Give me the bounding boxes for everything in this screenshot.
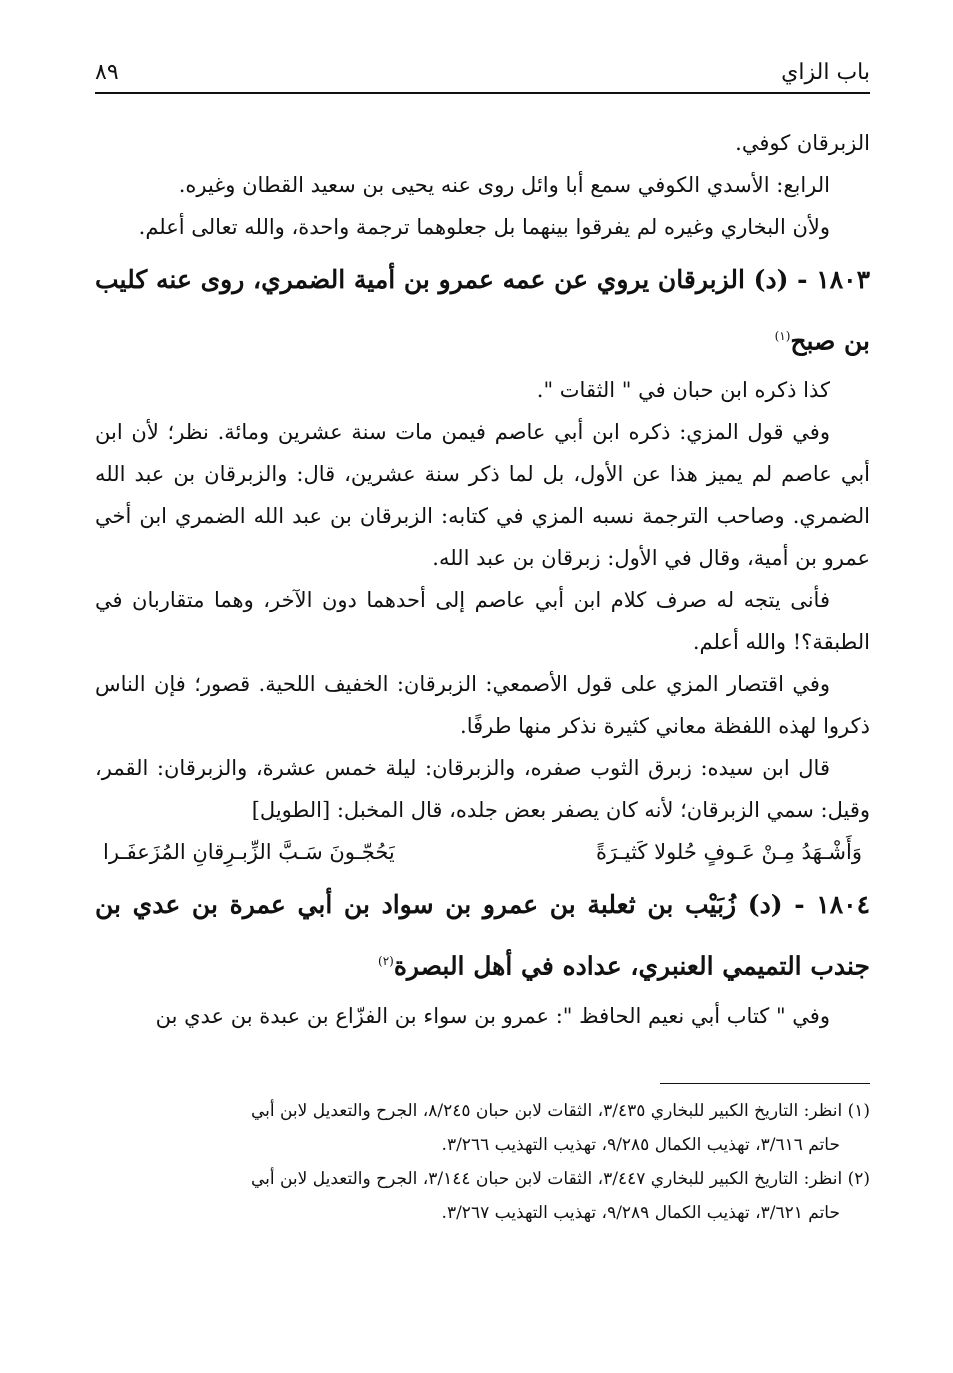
page-header <box>95 52 870 94</box>
paragraph: ولأن البخاري وغيره لم يفرقوا بينهما بل جعلوهما ترجمة واحدة، والله تعالى أعلم. <box>138 215 830 239</box>
paragraph: الرابع: الأسدي الكوفي سمع أبا وائل روى عنه يحيى بن سعيد القطان وغيره. <box>178 173 830 197</box>
verse-second-hemistich: يَحُجّـونَ سَـبَّ الزِّبـرِقانِ المُزَعفَـرا <box>103 840 395 865</box>
page-number: ٨٩ <box>95 60 119 85</box>
footnote-ref: (٢) <box>378 954 394 969</box>
footnotes <box>95 1094 870 1230</box>
paragraph: فأنى يتجه له صرف كلام ابن أبي عاصم إلى أحدهما دون الآخر، وهما متقاربان في الطبقة؟! والله أعلم. <box>95 588 870 655</box>
footnote-text: انظر: التاريخ الكبير للبخاري ٣/٤٣٥، الثقات لابن حبان ٨/٢٤٥، الجرح والتعديل لابن أبي <box>250 1100 843 1121</box>
entry-text: ١٨٠٣ - (د) الزبرقان يروي عن عمه عمرو بن أمية الضمري، روى عنه كليب بن صبح <box>95 265 870 356</box>
entry-heading-1803 <box>95 252 870 369</box>
chapter-title: باب الزاي <box>781 60 870 85</box>
footnote-ref: (١) <box>774 329 791 343</box>
paragraph: كذا ذكره ابن حبان في " الثقات ". <box>536 378 830 403</box>
paragraph: الزبرقان كوفي. <box>735 131 870 155</box>
footnote <box>95 1094 870 1128</box>
paragraph: قال ابن سيده: زبرق الثوب صفره، والزبرقان: ليلة خمس عشرة، والزبرقان: القمر، وقيل: سمي الزبرقان؛ لأنه كان يصفر بعض جلده، قال المخبل: [الطويل] <box>95 756 870 823</box>
page-body <box>95 94 870 1230</box>
footnote-marker: (١) <box>847 1100 870 1121</box>
footnote-continuation: حاتم ٣/٦٢١، تهذيب الكمال ٩/٢٨٩، تهذيب التهذيب ٣/٢٦٧. <box>441 1202 840 1223</box>
entry-text: ١٨٠٤ - (د) زُبَيْب بن ثعلبة بن عمرو بن سواد بن أبي عمرة بن عدي بن جندب التميمي العنبري، عداده في أهل البصرة <box>95 890 870 981</box>
paragraph: وفي قول المزي: ذكره ابن أبي عاصم فيمن مات سنة عشرين ومائة. نظر؛ لأن ابن أبي عاصم لم يميز هذا عن الأول، بل لما ذكر سنة عشرين، قال: والزبرقان بن عبد الله الضمري. وصاحب الترجمة نسبه المزي في كتابه: الزبرقان بن عبد الله الضمري ابن أخي عمرو بن أمية، وقال في الأول: زبرقان بن عبد الله. <box>95 420 870 571</box>
footnote-divider <box>660 1083 870 1084</box>
footnote-continuation: حاتم ٣/٦١٦، تهذيب الكمال ٩/٢٨٥، تهذيب التهذيب ٣/٢٦٦. <box>441 1134 840 1155</box>
footnote <box>95 1162 870 1196</box>
footnote-marker: (٢) <box>847 1168 870 1189</box>
entry-heading-1804 <box>95 877 870 994</box>
verse-first-hemistich: وَأَشْـهَدُ مِـنْ عَـوفٍ حُلولا كَثيـرَةً <box>596 840 862 865</box>
book-page <box>95 52 870 1352</box>
paragraph: وفي " كتاب أبي نعيم الحافظ ": عمرو بن سواء بن الفزّاع بن عبدة بن عدي بن <box>155 1003 830 1028</box>
poetry-verse <box>95 831 870 873</box>
footnote-text: انظر: التاريخ الكبير للبخاري ٣/٤٤٧، الثقات لابن حبان ٣/١٤٤، الجرح والتعديل لابن أبي <box>250 1168 843 1189</box>
paragraph: وفي اقتصار المزي على قول الأصمعي: الزبرقان: الخفيف اللحية. قصور؛ فإن الناس ذكروا لهذه اللفظة معاني كثيرة نذكر منها طرفًا. <box>95 672 870 739</box>
